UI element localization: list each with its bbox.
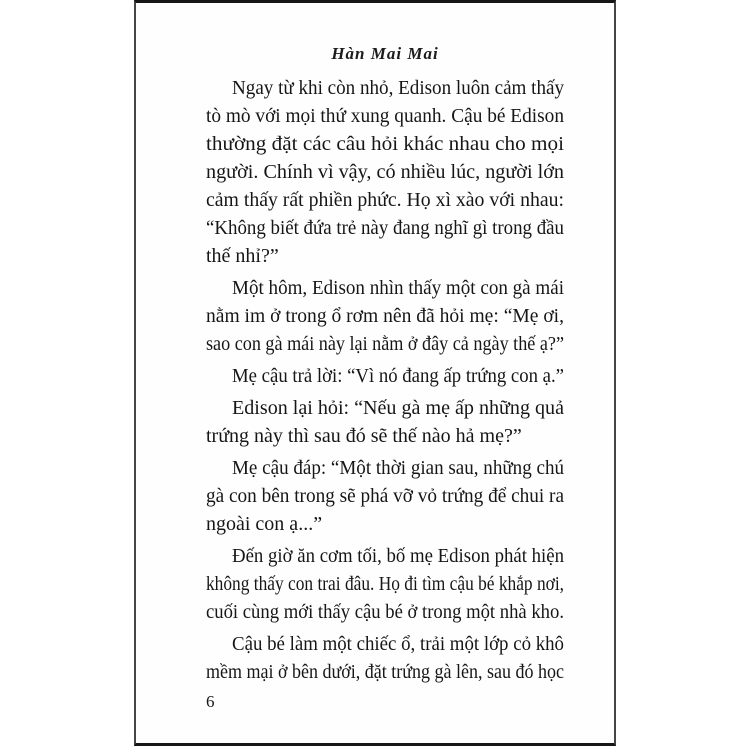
text-line: Cậu bé làm một chiếc ổ, trải một lớp cỏ khô: [232, 633, 564, 655]
running-header-author: Hàn Mai Mai: [331, 44, 439, 63]
text-column: [206, 43, 564, 712]
paragraph: [206, 630, 564, 686]
body-text: [206, 74, 564, 686]
text-line: ngoài con ạ...”: [206, 513, 323, 535]
paragraph: [206, 454, 564, 538]
text-line: người. Chính vì vậy, có nhiều lúc, người lớn: [206, 161, 564, 183]
text-line: gà con bên trong sẽ phá vỡ vỏ trứng để chui ra: [206, 485, 564, 507]
book-page: [134, 0, 616, 746]
page-number: 6: [206, 692, 215, 711]
paragraph: [206, 74, 564, 270]
text-line: Edison lại hỏi: “Nếu gà mẹ ấp những quả: [232, 397, 564, 419]
paragraph: [206, 394, 564, 450]
text-line: Đến giờ ăn cơm tối, bố mẹ Edison phát hiện: [232, 545, 564, 567]
text-line: tò mò với mọi thứ xung quanh. Cậu bé Edison: [206, 105, 564, 127]
text-line: sao con gà mái này lại nằm ở đây cả ngày thế ạ?”: [206, 333, 564, 355]
text-line: Ngay từ khi còn nhỏ, Edison luôn cảm thấy: [232, 77, 564, 99]
text-line: Mẹ cậu đáp: “Một thời gian sau, những chú: [232, 457, 564, 479]
text-line: “Không biết đứa trẻ này đang nghĩ gì trong đầu: [206, 217, 564, 239]
text-line: cuối cùng mới thấy cậu bé ở trong một nhà kho.: [206, 601, 564, 623]
text-line: trứng này thì sau đó sẽ thế nào hả mẹ?”: [206, 425, 522, 447]
paragraph: [206, 542, 564, 626]
text-line: thường đặt các câu hỏi khác nhau cho mọi: [206, 133, 564, 155]
text-line: nằm im ở trong ổ rơm nên đã hỏi mẹ: “Mẹ ơi,: [206, 305, 564, 327]
text-line: Một hôm, Edison nhìn thấy một con gà mái: [232, 277, 564, 299]
text-line: thế nhỉ?”: [206, 245, 279, 267]
text-line: không thấy con trai đâu. Họ đi tìm cậu bé khắp nơi,: [206, 573, 564, 595]
paragraph: [206, 274, 564, 358]
paragraph: [206, 362, 564, 390]
text-line: cảm thấy rất phiền phức. Họ xì xào với nhau:: [206, 189, 564, 211]
text-line: mềm mại ở bên dưới, đặt trứng gà lên, sau đó học: [206, 661, 564, 683]
text-line: Mẹ cậu trả lời: “Vì nó đang ấp trứng con ạ.”: [232, 365, 564, 387]
